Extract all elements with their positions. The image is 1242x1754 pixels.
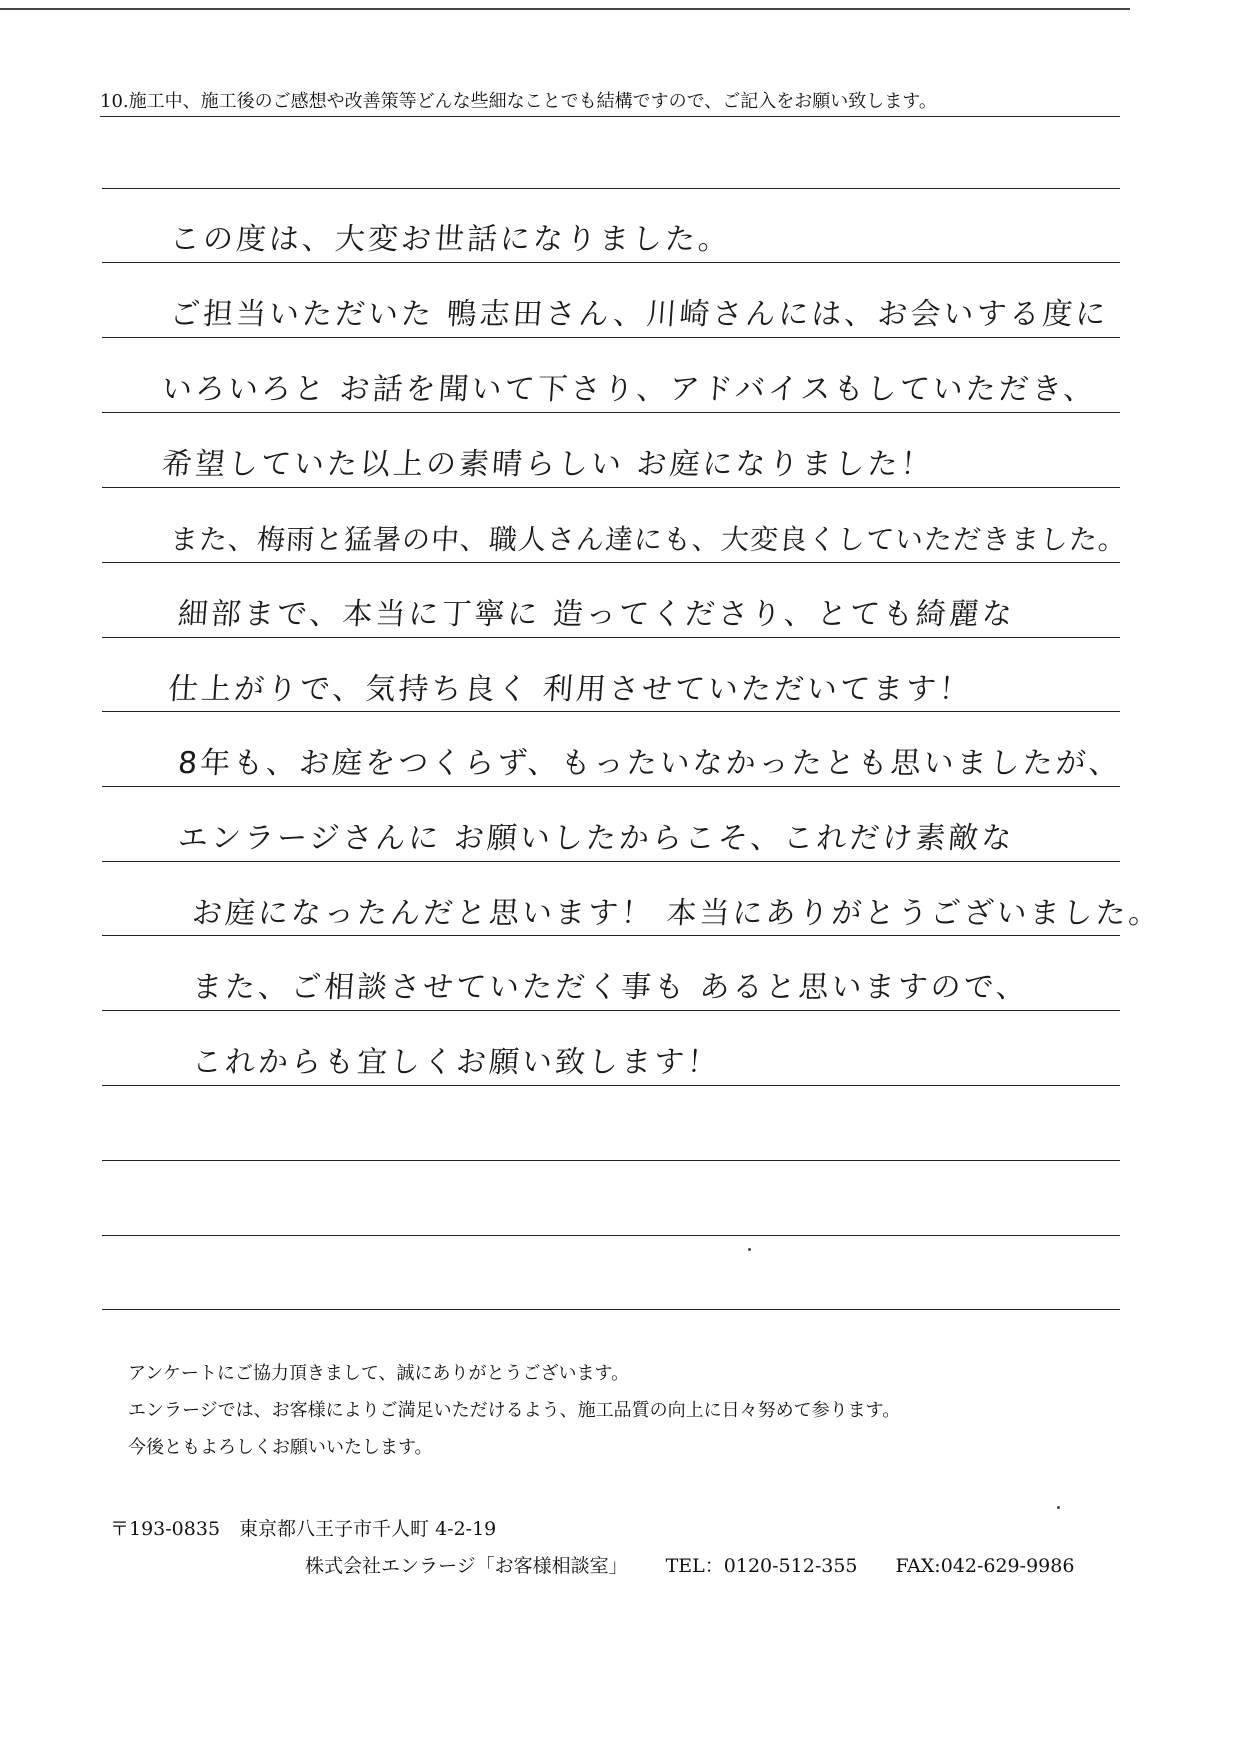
writing-rule bbox=[102, 1235, 1120, 1236]
writing-rule bbox=[102, 1085, 1120, 1086]
writing-rule bbox=[102, 861, 1120, 862]
closing-message-line: エンラージでは、お客様によりご満足いただけるよう、施工品質の向上に日々努めて参ります。 bbox=[128, 1400, 901, 1421]
company-fax: FAX:042-629-9986 bbox=[895, 1555, 1075, 1577]
writing-rule bbox=[102, 711, 1120, 712]
company-address: 〒193-0835 東京都八王子市千人町 4-2-19 bbox=[110, 1518, 497, 1540]
company-name: 株式会社エンラージ「お客様相談室」 bbox=[305, 1555, 628, 1577]
handwritten-line: 仕上がりで、気持ち良く 利用させていただいてます！ bbox=[166, 672, 974, 707]
handwritten-line: また、梅雨と猛暑の中、職人さん達にも、大変良くしていただきました。 bbox=[168, 523, 1129, 556]
writing-rule bbox=[102, 935, 1120, 936]
writing-rule bbox=[102, 188, 1120, 189]
handwritten-line: ご担当いただいた 鴨志田さん、川崎さんには、お会いする度に bbox=[168, 297, 1110, 332]
handwritten-line: これからも宜しくお願い致します！ bbox=[190, 1045, 722, 1080]
handwritten-line: 希望していた以上の素晴らしい お庭になりました！ bbox=[160, 447, 935, 482]
writing-rule bbox=[102, 1010, 1120, 1011]
handwritten-line: エンラージさんに お願いしたからこそ、これだけ素敵な bbox=[176, 821, 1016, 856]
handwritten-line: いろいろと お話を聞いて下さり、アドバイスもしていただき、 bbox=[160, 372, 1098, 407]
handwritten-line: 細部まで、本当に丁寧に 造ってくださり、とても綺麗な bbox=[176, 597, 1017, 632]
handwritten-line: お庭になったんだと思います！ 本当にありがとうございました。 bbox=[190, 896, 1163, 931]
scan-edge-line bbox=[0, 8, 1130, 10]
writing-rule bbox=[102, 1160, 1120, 1161]
closing-message-line: アンケートにご協力頂きまして、誠にありがとうございます。 bbox=[128, 1363, 630, 1384]
company-contact bbox=[305, 1552, 1074, 1580]
closing-message-line: 今後ともよろしくお願いいたします。 bbox=[128, 1437, 433, 1458]
scan-speck bbox=[748, 1248, 751, 1251]
writing-rule bbox=[102, 337, 1120, 338]
handwritten-line: また、ご相談させていただく事も あると思いますので、 bbox=[190, 970, 1031, 1005]
writing-rule bbox=[102, 1309, 1120, 1310]
writing-rule bbox=[102, 637, 1120, 638]
writing-rule bbox=[102, 487, 1120, 488]
writing-rule bbox=[102, 562, 1120, 563]
writing-rule bbox=[102, 786, 1120, 787]
writing-rule bbox=[102, 262, 1120, 263]
writing-rule bbox=[102, 412, 1120, 413]
scan-speck bbox=[1057, 1506, 1060, 1509]
company-tel: TEL：0120-512-355 bbox=[665, 1555, 858, 1577]
handwritten-line: この度は、大変お世話になりました。 bbox=[168, 222, 733, 257]
handwritten-line: 8年も、お庭をつくらず、もったいなかったとも思いましたが、 bbox=[176, 746, 1123, 781]
survey-question: 10.施工中、施工後のご感想や改善策等どんな些細なことでも結構ですので、ご記入をお願い致します。 bbox=[100, 88, 1120, 117]
